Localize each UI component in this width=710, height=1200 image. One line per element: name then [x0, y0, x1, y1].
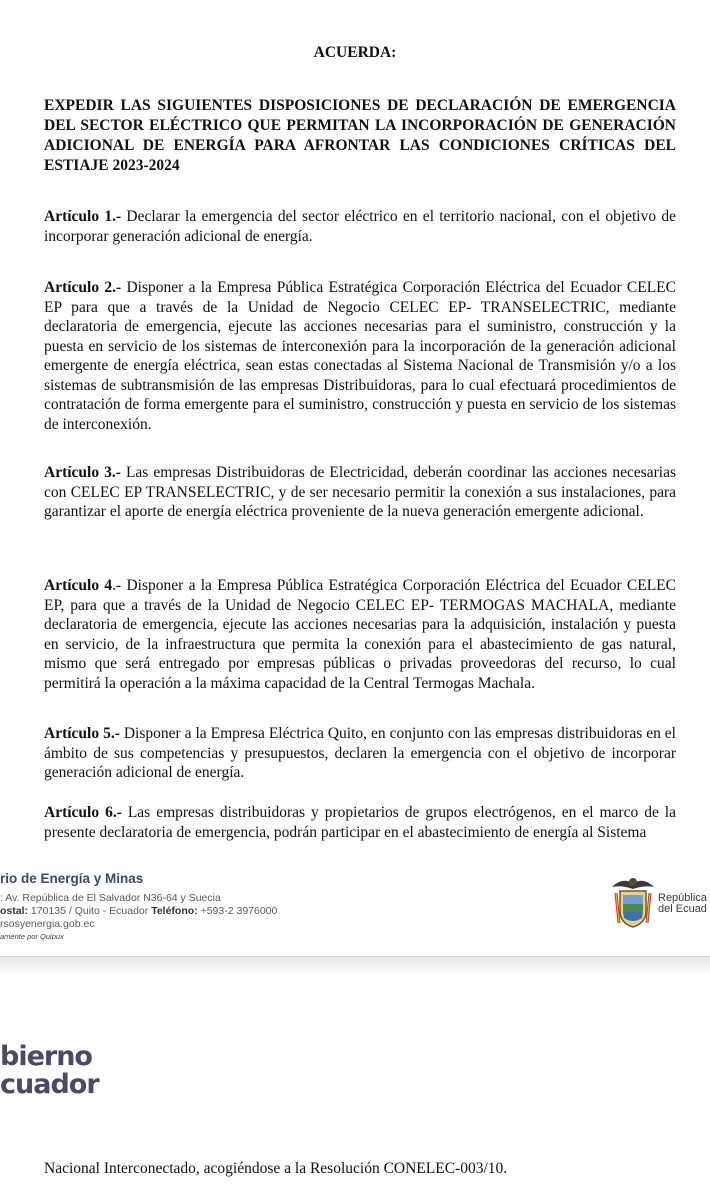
article-text: .- Disponer a la Empresa Pública Estratégica Corporación Eléctrica del Ecuador CELEC EP, para que a través de la Unidad de Negocio CELEC EP- TERMOGAS MACHALA, mediante declaratoria de emergencia, ejecute las acciones necesarias para la adquisición, instalación y puesta en servicio, de la infraestructura que permita la conexión para el abastecimiento de gas natural, mismo que será entregado por empresas públicas o privadas proveedoras del recurso, lo cual permitirá la operación a la máxima capacidad de la Central Termogas Machala. — [44, 577, 676, 692]
quipux-note: amente por Quipux — [0, 932, 64, 941]
postal-value: 170135 / Quito - Ecuador — [28, 905, 152, 917]
article-label: Artículo 3.- — [44, 464, 121, 481]
resolution-heading: EXPEDIR LAS SIGUIENTES DISPOSICIONES DE DECLARACIÓN DE EMERGENCIA DEL SECTOR ELÉCTRICO QUE PERMITAN LA INCORPORACIÓN DE GENERACIÓN ADICIONAL DE ENERGÍA PARA AFRONTAR LAS CONDICIONES CRÍTICAS DEL ESTIAJE 2023-2024 — [44, 97, 676, 174]
ministry-address: : Av. República de El Salvador N36-64 y Suecia — [0, 892, 221, 904]
postal-label: ostal: — [0, 905, 29, 917]
gobierno-ecuador-logo — [0, 1043, 99, 1099]
article-label: Artículo 1.- — [44, 208, 122, 225]
ministry-postal-phone — [0, 905, 277, 917]
article-text: Declarar la emergencia del sector eléctrico en el territorio nacional, con el objetivo de incorporar generación adicional de energía. — [44, 208, 677, 245]
gobierno-line-2: cuador — [0, 1069, 99, 1100]
article-label: Artículo 6.- — [44, 804, 122, 821]
article-4 — [44, 576, 676, 693]
coat-of-arms-icon — [608, 873, 658, 931]
article-5 — [44, 724, 676, 783]
article-text: Las empresas Distribuidoras de Electricidad, deberán coordinar las acciones necesarias con CELEC EP TRANSELECTRIC, y de ser necesario permitir la conexión a sus instalaciones, para garantizar el aporte de energía eléctrica proveniente de la nueva generación emergente adicional. — [44, 464, 677, 520]
article-text: Disponer a la Empresa Pública Estratégica Corporación Eléctrica del Ecuador CELEC EP para que a través de la Unidad de Negocio CELEC EP- TRANSELECTRIC, mediante declaratoria de emergencia, ejecute las acciones necesarias para el suministro, construcción y la puesta en servicio de los sistemas de interconexión para la incorporación de la generación adicional emergente de energía eléctrica, sean estas conectadas al Sistema Nacional de Transmisión y/o a los sistemas de subtransmisión de las empresas Distribuidoras, para lo cual efectuará procedimientos de contratación de forma emergente para el suministro, construcción y puesta en servicio de los sistemas de interconexión. — [44, 279, 676, 433]
article-label: Artículo 5.- — [44, 725, 120, 742]
republica-del-ecuador-logo — [658, 893, 707, 915]
phone-label: Teléfono: — [151, 905, 198, 917]
gobierno-line-1: bierno — [0, 1041, 92, 1072]
ministry-name: rio de Energía y Minas — [0, 871, 144, 886]
article-label: Artículo 2.- — [44, 279, 122, 296]
article-1 — [44, 207, 676, 246]
article-3 — [44, 463, 676, 522]
article-text: Las empresas distribuidoras y propietarios de grupos electrógenos, en el marco de la presente declaratoria de emergencia, podrán participar en el abastecimiento de energía al Sistema — [44, 804, 676, 841]
phone-value: +593-2 3976000 — [197, 905, 278, 917]
document-title: ACUERDA: — [313, 44, 397, 61]
page-separator — [0, 956, 710, 979]
republica-line-2: del Ecuad — [658, 903, 707, 915]
ministry-website: rsosyenergia.gob.ec — [0, 918, 95, 930]
next-page-continuation: Nacional Interconectado, acogiéndose a la Resolución CONELEC-003/10. — [44, 1160, 508, 1177]
article-text: Disponer a la Empresa Eléctrica Quito, en conjunto con las empresas distribuidoras en el ámbito de sus competencias y presupuestos, declaren la emergencia con el objetivo de incorporar generación adicional de energía. — [44, 725, 676, 781]
republica-line-1: República — [658, 892, 707, 904]
article-label: Artículo 4 — [44, 577, 113, 594]
article-6 — [44, 803, 676, 844]
article-2 — [44, 278, 676, 434]
